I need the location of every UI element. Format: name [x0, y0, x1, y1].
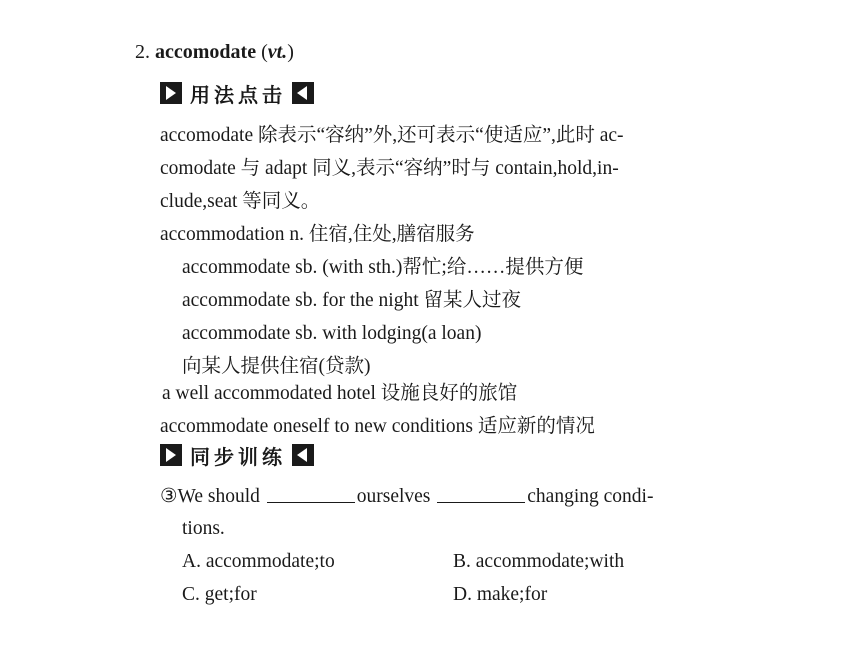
item-number: 2. [135, 41, 150, 63]
usage-line-7: accommodate sb. with lodging(a loan) [182, 323, 482, 344]
usage-section-header [160, 80, 314, 106]
usage-line-1: accomodate 除表示“容纳”外,还可表示“使适应”,此时 ac- [160, 125, 624, 146]
practice-section-header [160, 442, 314, 468]
pos-close: ) [287, 41, 294, 63]
pos-open: ( [261, 41, 268, 63]
question-part-3: changing condi- [527, 486, 654, 507]
item-heading [135, 40, 294, 64]
question-number: ③ [160, 486, 178, 507]
triangle-left-icon [292, 82, 314, 104]
answer-blank-1[interactable] [267, 484, 355, 503]
triangle-left-icon [292, 444, 314, 466]
option-b[interactable]: B. accommodate;with [453, 551, 625, 572]
usage-line-6: accommodate sb. for the night 留某人过夜 [182, 290, 522, 311]
usage-line-2: comodate 与 adapt 同义,表示“容纳”时与 contain,hold,in- [160, 158, 619, 179]
option-c[interactable]: C. get;for [182, 584, 257, 605]
answer-blank-2[interactable] [437, 484, 525, 503]
question-part-1: We should [177, 486, 260, 507]
triangle-right-icon [160, 444, 182, 466]
usage-line-5: accommodate sb. (with sth.)帮忙;给……提供方便 [182, 257, 584, 278]
practice-section-title: 同步训练 [190, 444, 286, 469]
usage-line-10: accommodate oneself to new conditions 适应新的情况 [160, 416, 595, 437]
triangle-right-icon [160, 82, 182, 104]
part-of-speech: vt. [267, 41, 288, 63]
usage-line-4: accommodation n. 住宿,住处,膳宿服务 [160, 224, 475, 245]
question-part-2: ourselves [356, 486, 431, 507]
question-continuation: tions. [182, 518, 225, 539]
usage-line-8: 向某人提供住宿(贷款) [182, 356, 371, 377]
option-a[interactable]: A. accommodate;to [182, 551, 335, 572]
question-line [160, 484, 653, 509]
option-d[interactable]: D. make;for [453, 584, 548, 605]
headword: accomodate [155, 41, 257, 63]
usage-line-9: a well accommodated hotel 设施良好的旅馆 [162, 383, 518, 404]
usage-line-3: clude,seat 等同义。 [160, 191, 321, 212]
usage-section-title: 用法点击 [190, 82, 286, 107]
